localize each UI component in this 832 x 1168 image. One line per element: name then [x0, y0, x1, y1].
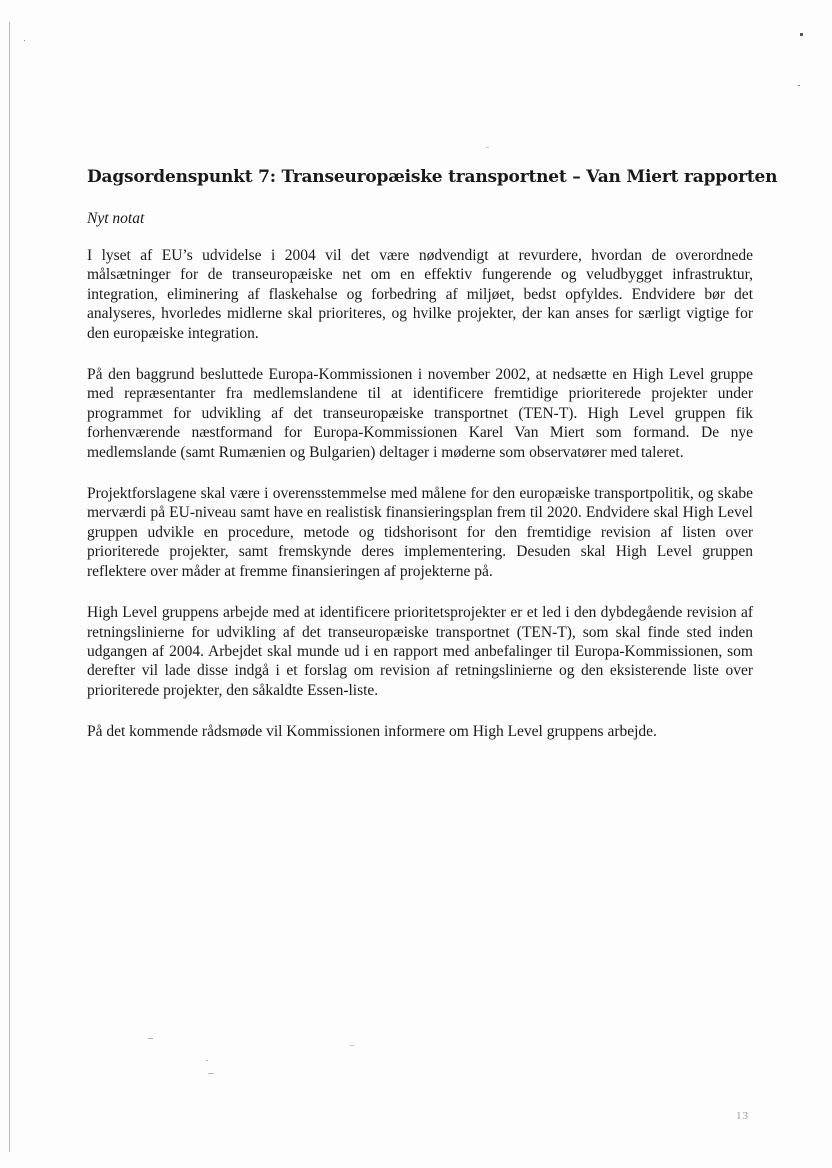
- scan-speck: [208, 1073, 214, 1074]
- paragraph-5: På det kommende rådsmøde vil Kommissionen informere om High Level gruppens arbejde.: [87, 723, 657, 741]
- paragraph-3: Projektforslagene skal være i overensstemmelse med målene for den europæiske transportpolitik, og skabe merværdi på EU-niveau samt have en realistisk finansieringsplan frem til 2020. Endvidere skal High Level gruppen udvikle en procedure, metode og tidshorisont for den fremtidige revision af listen over prioriterede projekter, samt fremskynde deres implementering. Desuden skal High Level gruppen reflektere over måder at fremme finansieringen af projekterne på.: [87, 485, 753, 580]
- document-body: [87, 165, 778, 764]
- scan-speck: [798, 85, 800, 86]
- scan-speck: [148, 1038, 153, 1039]
- agenda-item-title: Dagsordenspunkt 7: Transeuropæiske transportnet – Van Miert rapporten: [87, 167, 778, 187]
- scan-edge-line: [9, 22, 10, 1152]
- scan-speck: [350, 1045, 354, 1046]
- scan-speck: [486, 147, 489, 148]
- paragraph-2: På den baggrund besluttede Europa-Kommissionen i november 2002, at nedsætte en High Level gruppe med repræsentanter fra medlemslandene til at identificere fremtidige prioriterede projekter under programmet for udvikling af det transeuropæiske transportnet (TEN-T). High Level gruppen fik forhenværende næstformand for Europa-Kommissionen Karel Van Miert som formand. De nye medlemslande (samt Rumænien og Bulgarien) deltager i møderne som observatører med taleret.: [87, 366, 753, 461]
- note-subtitle: Nyt notat: [87, 210, 145, 227]
- scan-speck: [24, 40, 25, 41]
- scan-speck: [206, 1060, 208, 1061]
- paragraph-1: I lyset af EU’s udvidelse i 2004 vil det være nødvendigt at revurdere, hvordan de overordnede målsætninger for de transeuropæiske net om en effektiv fungerende og veludbygget infrastruktur, integration, eliminering af flaskehalse og forbedring af miljøet, bedst opfyldes. Endvidere bør det analyseres, hvorledes midlerne skal prioriteres, og hvilke projekter, der kan anses for særligt vigtige for den europæiske integration.: [87, 247, 753, 342]
- page-number: 13: [736, 1110, 749, 1122]
- paragraph-4: High Level gruppens arbejde med at identificere prioritetsprojekter er et led i den dybdegående revision af retningslinierne for udvikling af det transeuropæiske transportnet (TEN-T), som skal finde sted inden udgangen af 2004. Arbejdet skal munde ud i en rapport med anbefalinger til Europa-Kommissionen, som derefter vil lade disse indgå i et forslag om revision af retningslinierne og den eksisterende liste over prioriterede projekter, den såkaldte Essen-liste.: [87, 604, 753, 699]
- scan-speck: [800, 33, 803, 36]
